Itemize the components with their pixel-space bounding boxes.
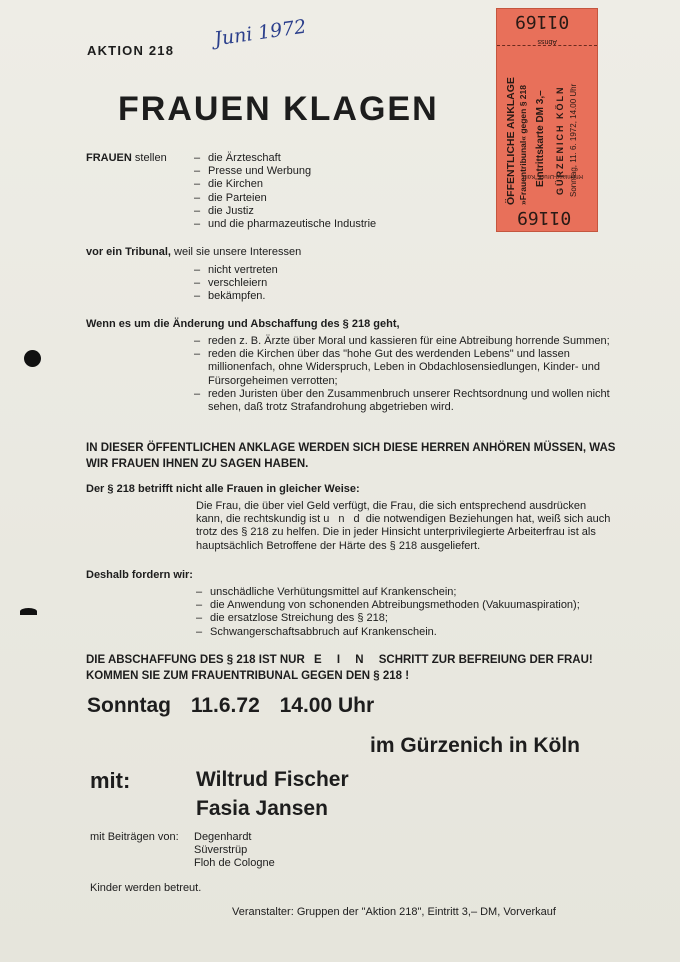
ticket-number-bottom: 01169 [517, 207, 572, 228]
speaker-1: Wiltrud Fischer [196, 768, 349, 791]
list-item: – unschädliche Verhütungsmittel auf Krankenschein; [196, 586, 636, 599]
list-item: – reden die Kirchen über das "hohe Gut des werdenden Lebens" und lassen millionenfach, ohne Widerspruch, Leben in Obdachlosensiedlungen, Kinder- und Fürsorgeheimen verrotten; [194, 348, 614, 388]
list-item: – die Justiz [194, 205, 484, 218]
statement-2-line-2: KOMMEN SIE ZUM FRAUENTRIBUNAL GEGEN DEN § 218 ! [86, 670, 410, 682]
org-name: AKTION 218 [87, 43, 175, 58]
ticket-stub-label: Abriss [537, 38, 557, 45]
ticket-line-3: Eintrittskarte DM 3,– [535, 90, 546, 187]
section-2-list [194, 264, 394, 304]
list-item: – verschleiern [194, 277, 394, 290]
contributor: Degenhardt [194, 831, 252, 843]
list-item: – Presse und Werbung [194, 165, 484, 178]
list-item: – reden z. B. Ärzte über Moral und kassieren für eine Abtreibung horrende Summen; [194, 335, 614, 348]
ticket-line-2: »Frauentribunal« gegen § 218 [518, 85, 528, 205]
section-5-lead: Deshalb fordern wir: [86, 569, 193, 581]
list-item: – Schwangerschaftsabbruch auf Krankenschein. [196, 626, 636, 639]
speakers-label: mit: [90, 768, 131, 793]
page-title: FRAUEN KLAGEN [118, 90, 439, 128]
section-3-list [194, 335, 614, 414]
list-item: – die Kirchen [194, 178, 484, 191]
event-date: 11.6.72 [190, 694, 260, 717]
statement-1: IN DIESER ÖFFENTLICHEN ANKLAGE WERDEN SICH DIESE HERREN ANHÖREN MÜSSEN, WAS WIR FRAUEN IHNEN ZU SAGEN HABEN. [86, 442, 616, 470]
section-1-lead: FRAUEN stellen [86, 152, 167, 164]
section-3-lead: Wenn es um die Änderung und Abschaffung des § 218 geht, [86, 318, 400, 330]
handwritten-date: Juni 1972 [212, 15, 308, 51]
contributors-label: mit Beiträgen von: [90, 831, 179, 843]
punch-hole-bottom [20, 608, 37, 615]
list-item: – die Anwendung von schonenden Abtreibungsmethoden (Vakuumaspiration); [196, 599, 636, 612]
contributor: Floh de Cologne [194, 857, 275, 870]
ticket-number-top: 01169 [515, 11, 570, 32]
punch-hole-top [24, 350, 41, 367]
contributors-list [194, 831, 275, 871]
contributor: Süverstrüp [194, 844, 248, 857]
ticket-line-4: GÜRZENICH KÖLN [555, 85, 565, 195]
event-date-line [87, 694, 374, 718]
ticket-printer: Rheinland-Druck, Köln [522, 173, 583, 179]
event-day: Sonntag [87, 694, 171, 717]
section-2-lead: vor ein Tribunal, weil sie unsere Interessen [86, 246, 302, 258]
ticket-line-1: ÖFFENTLICHE ANKLAGE [505, 77, 517, 205]
childcare-note: Kinder werden betreut. [90, 882, 202, 894]
section-1-list [194, 152, 484, 231]
list-item: – und die pharmazeutische Industrie [194, 218, 484, 231]
speaker-2: Fasia Jansen [196, 797, 328, 820]
section-5-list [196, 586, 636, 639]
list-item: – reden Juristen über den Zusammenbruch unserer Rechtsordnung und wollen nicht sehen, daß trotz Strafandrohung abgetrieben wird. [194, 388, 614, 414]
admission-ticket [496, 8, 598, 232]
list-item: – die Ärzteschaft [194, 152, 484, 165]
ticket-line-5: Sonntag, 11. 6. 1972, 14.00 Uhr [569, 83, 578, 197]
list-item: – die ersatzlose Streichung des § 218; [196, 612, 636, 625]
statement-2-line-1: DIE ABSCHAFFUNG DES § 218 IST NUR E I N SCHRITT ZUR BEFREIUNG DER FRAU! [86, 654, 593, 666]
footer-organizer: Veranstalter: Gruppen der "Aktion 218", Eintritt 3,– DM, Vorverkauf [232, 906, 556, 918]
list-item: – nicht vertreten [194, 264, 394, 277]
statement-2 [86, 652, 646, 684]
section-4-paragraph: Die Frau, die über viel Geld verfügt, die Frau, die sich entsprechend ausdrücken kann, die rechtskundig ist u n d die notwendigen Beziehungen hat, weiß sich auch trotz des § 218 zu helfen. Die in jeder Hinsicht unterprivilegierte Arbeiterfrau ist als hauptsächlich Betroffene der Härte des § 218 ausgeliefert. [196, 500, 611, 552]
section-4-lead: Der § 218 betrifft nicht alle Frauen in gleicher Weise: [86, 483, 360, 495]
event-venue: im Gürzenich in Köln [370, 734, 581, 757]
list-item: – die Parteien [194, 192, 484, 205]
list-item: – bekämpfen. [194, 290, 394, 303]
event-time: 14.00 Uhr [279, 694, 375, 717]
